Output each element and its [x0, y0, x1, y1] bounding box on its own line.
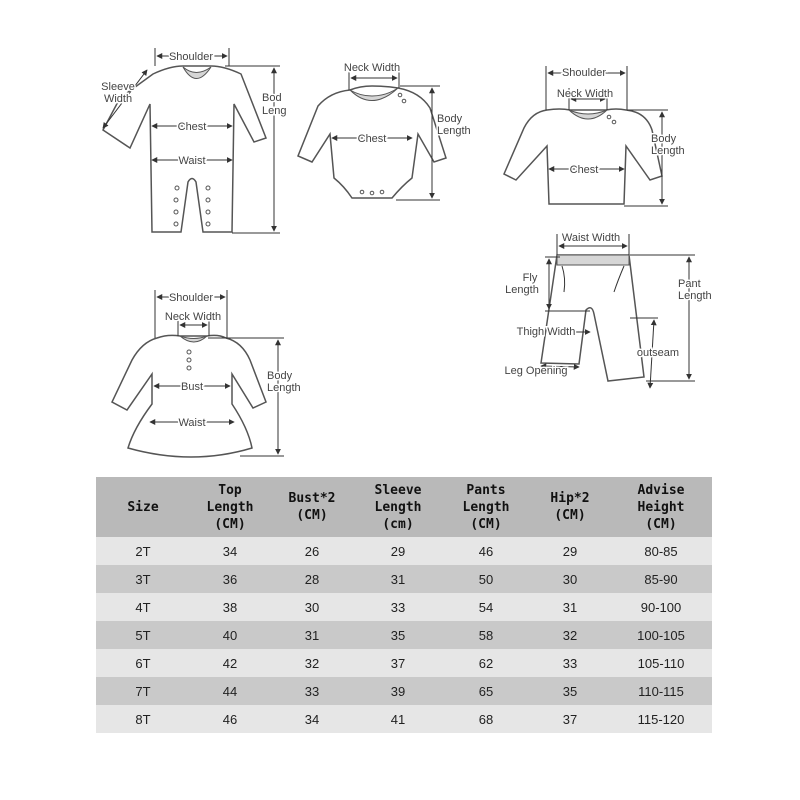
- cell-bust: 26: [270, 537, 354, 565]
- dress-body-label-1: Body: [267, 370, 293, 382]
- cell-advise-height: 90-100: [610, 593, 712, 621]
- cell-hip: 29: [530, 537, 610, 565]
- table-row: [96, 593, 712, 621]
- dress-bust-label: Bust: [180, 381, 204, 393]
- cell-top-length: 34: [190, 537, 270, 565]
- romper-shoulder-label: Shoulder: [168, 51, 214, 63]
- cell-hip: 31: [530, 593, 610, 621]
- pants-waistband: [557, 255, 629, 265]
- cell-pants-length: 46: [442, 537, 530, 565]
- table-row: [96, 677, 712, 705]
- top-diagram: [504, 66, 685, 206]
- cell-top-length: 36: [190, 565, 270, 593]
- cell-hip: 35: [530, 677, 610, 705]
- cell-advise-height: 85-90: [610, 565, 712, 593]
- cell-bust: 33: [270, 677, 354, 705]
- table-row: [96, 565, 712, 593]
- cell-top-length: 46: [190, 705, 270, 733]
- cell-top-length: 40: [190, 621, 270, 649]
- size-chart-table: [96, 477, 712, 733]
- dress-neck-label: Neck Width: [164, 311, 222, 323]
- table-header-row: [96, 477, 712, 537]
- pants-outseam-label: outseam: [636, 347, 680, 359]
- bodysuit-diagram: [298, 62, 471, 200]
- pants-fly-label-1: Fly: [522, 272, 538, 284]
- top-outline: [504, 109, 662, 204]
- cell-pants-length: 58: [442, 621, 530, 649]
- romper-sleeve-label-1: Sleeve: [101, 81, 135, 93]
- cell-size: 7T: [96, 677, 190, 705]
- cell-top-length: 38: [190, 593, 270, 621]
- cell-bust: 34: [270, 705, 354, 733]
- romper-chest-label: Chest: [177, 121, 207, 133]
- top-chest-label: Chest: [569, 164, 599, 176]
- cell-sleeve-length: 31: [354, 565, 442, 593]
- header-hip: Hip*2 (CM): [530, 477, 610, 537]
- romper-sleeve-label-2: Width: [103, 93, 133, 105]
- pants-pant-label-1: Pant: [678, 278, 701, 290]
- cell-hip: 33: [530, 649, 610, 677]
- top-neck-label: Neck Width: [556, 88, 614, 100]
- bodysuit-neck-label: Neck Width: [343, 62, 401, 74]
- table-row: [96, 649, 712, 677]
- romper-diagram: [101, 48, 286, 233]
- bodysuit-chest-label: Chest: [357, 133, 387, 145]
- cell-bust: 32: [270, 649, 354, 677]
- bodysuit-body-label-1: Body: [437, 113, 463, 125]
- header-bust: Bust*2 (CM): [270, 477, 354, 537]
- cell-advise-height: 105-110: [610, 649, 712, 677]
- romper-waist-label: Waist: [178, 155, 206, 167]
- cell-sleeve-length: 35: [354, 621, 442, 649]
- cell-pants-length: 68: [442, 705, 530, 733]
- cell-sleeve-length: 39: [354, 677, 442, 705]
- dress-body-label-2: Length: [267, 382, 301, 394]
- header-top-length: Top Length (CM): [190, 477, 270, 537]
- cell-bust: 28: [270, 565, 354, 593]
- dress-shoulder-label: Shoulder: [168, 292, 214, 304]
- cell-advise-height: 80-85: [610, 537, 712, 565]
- header-advise-height: Advise Height (CM): [610, 477, 712, 537]
- cell-pants-length: 62: [442, 649, 530, 677]
- cell-pants-length: 65: [442, 677, 530, 705]
- cell-size: 6T: [96, 649, 190, 677]
- top-body-label-1: Body: [651, 133, 677, 145]
- pants-leg-opening-label: Leg Opening: [504, 365, 568, 377]
- cell-top-length: 44: [190, 677, 270, 705]
- cell-pants-length: 54: [442, 593, 530, 621]
- cell-advise-height: 110-115: [610, 677, 712, 705]
- table-row: [96, 537, 712, 565]
- pants-fly-label-2: Length: [505, 284, 539, 296]
- table-row: [96, 705, 712, 733]
- pants-diagram: [505, 232, 712, 388]
- pants-waist-label: Waist Width: [561, 232, 621, 244]
- cell-hip: 37: [530, 705, 610, 733]
- cell-size: 3T: [96, 565, 190, 593]
- pants-outline: [541, 255, 644, 381]
- romper-body-label-1: Bod: [262, 92, 282, 104]
- romper-body-label-2: Leng: [262, 105, 287, 117]
- cell-size: 4T: [96, 593, 190, 621]
- top-body-label-2: Length: [651, 145, 685, 157]
- header-sleeve-length: Sleeve Length (cm): [354, 477, 442, 537]
- cell-sleeve-length: 29: [354, 537, 442, 565]
- header-size: Size: [96, 477, 190, 537]
- cell-pants-length: 50: [442, 565, 530, 593]
- dress-waist-label: Waist: [178, 417, 206, 429]
- cell-size: 5T: [96, 621, 190, 649]
- top-shoulder-label: Shoulder: [561, 67, 607, 79]
- header-pants-length: Pants Length (CM): [442, 477, 530, 537]
- bodysuit-body-label-2: Length: [437, 125, 471, 137]
- table-row: [96, 621, 712, 649]
- cell-top-length: 42: [190, 649, 270, 677]
- cell-hip: 30: [530, 565, 610, 593]
- cell-hip: 32: [530, 621, 610, 649]
- cell-bust: 31: [270, 621, 354, 649]
- cell-bust: 30: [270, 593, 354, 621]
- pants-pant-label-2: Length: [678, 290, 712, 302]
- cell-size: 2T: [96, 537, 190, 565]
- cell-sleeve-length: 41: [354, 705, 442, 733]
- cell-sleeve-length: 37: [354, 649, 442, 677]
- cell-sleeve-length: 33: [354, 593, 442, 621]
- cell-size: 8T: [96, 705, 190, 733]
- cell-advise-height: 100-105: [610, 621, 712, 649]
- pants-thigh-label: Thigh Width: [516, 326, 576, 338]
- dress-diagram: [112, 290, 301, 457]
- cell-advise-height: 115-120: [610, 705, 712, 733]
